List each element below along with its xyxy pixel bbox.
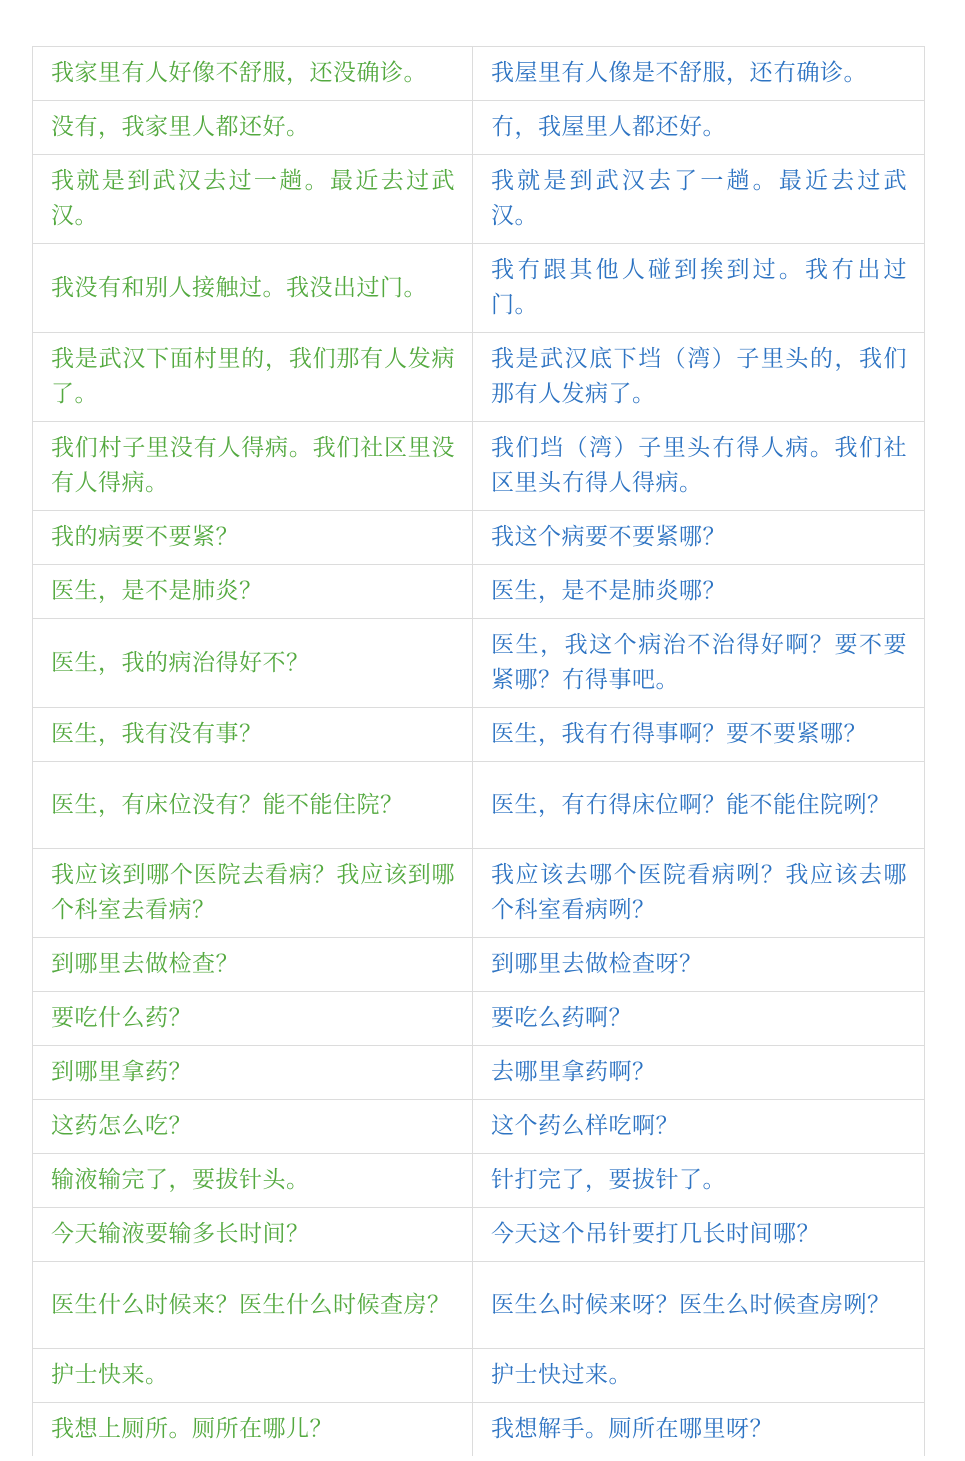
mandarin-phrase-cell: 我的病要不要紧？: [33, 511, 473, 565]
mandarin-phrase-cell: 护士快来。: [33, 1349, 473, 1403]
dialect-phrase-cell: 医生，我有冇得事啊？要不要紧哪？: [473, 708, 925, 762]
dialect-phrase-cell: 到哪里去做检查呀？: [473, 938, 925, 992]
table-row: [33, 155, 925, 244]
dialect-phrase-cell: 这个药么样吃啊？: [473, 1100, 925, 1154]
mandarin-phrase-cell: 要吃什么药？: [33, 992, 473, 1046]
mandarin-phrase-cell: 医生，我的病治得好不？: [33, 619, 473, 708]
table-row: [33, 101, 925, 155]
dialect-phrase-cell: 针打完了，要拔针了。: [473, 1154, 925, 1208]
dialect-phrase-cell: 去哪里拿药啊？: [473, 1046, 925, 1100]
table-row: [33, 1046, 925, 1100]
table-row: [33, 1154, 925, 1208]
mandarin-phrase-cell: 医生什么时候来？医生什么时候查房？: [33, 1262, 473, 1349]
mandarin-phrase-cell: 输液输完了，要拔针头。: [33, 1154, 473, 1208]
mandarin-phrase-cell: 到哪里拿药？: [33, 1046, 473, 1100]
dialect-phrase-cell: 医生，我这个病治不治得好啊？要不要紧哪？冇得事吧。: [473, 619, 925, 708]
table-row: [33, 511, 925, 565]
dialect-phrase-cell: 我就是到武汉去了一趟。最近去过武汉。: [473, 155, 925, 244]
mandarin-phrase-cell: 我没有和别人接触过。我没出过门。: [33, 244, 473, 333]
phrase-table-container: [32, 46, 924, 1442]
mandarin-phrase-cell: 医生，是不是肺炎？: [33, 565, 473, 619]
phrase-table: [32, 46, 925, 1456]
dialect-phrase-cell: 我冇跟其他人碰到挨到过。我冇出过门。: [473, 244, 925, 333]
dialect-phrase-cell: 医生，有冇得床位啊？能不能住院咧？: [473, 762, 925, 849]
mandarin-phrase-cell: 这药怎么吃？: [33, 1100, 473, 1154]
dialect-phrase-cell: 我这个病要不要紧哪？: [473, 511, 925, 565]
table-row: [33, 565, 925, 619]
mandarin-phrase-cell: 医生，我有没有事？: [33, 708, 473, 762]
mandarin-phrase-cell: 今天输液要输多长时间？: [33, 1208, 473, 1262]
dialect-phrase-cell: 我是武汉底下垱（湾）子里头的，我们那有人发病了。: [473, 333, 925, 422]
dialect-phrase-cell: 我们垱（湾）子里头冇得人病。我们社区里头冇得人得病。: [473, 422, 925, 511]
dialect-phrase-cell: 医生么时候来呀？医生么时候查房咧？: [473, 1262, 925, 1349]
phrase-table-body: [33, 47, 925, 1457]
table-row: [33, 619, 925, 708]
table-row: [33, 422, 925, 511]
mandarin-phrase-cell: 到哪里去做检查？: [33, 938, 473, 992]
table-row: [33, 708, 925, 762]
table-row: [33, 849, 925, 938]
table-row: [33, 762, 925, 849]
dialect-phrase-cell: 我屋里有人像是不舒服，还冇确诊。: [473, 47, 925, 101]
table-row: [33, 1262, 925, 1349]
table-row: [33, 992, 925, 1046]
dialect-phrase-cell: 要吃么药啊？: [473, 992, 925, 1046]
mandarin-phrase-cell: 我们村子里没有人得病。我们社区里没有人得病。: [33, 422, 473, 511]
dialect-phrase-cell: 冇，我屋里人都还好。: [473, 101, 925, 155]
table-row: [33, 1100, 925, 1154]
dialect-phrase-cell: 护士快过来。: [473, 1349, 925, 1403]
table-row: [33, 938, 925, 992]
dialect-phrase-cell: 我应该去哪个医院看病咧？我应该去哪个科室看病咧？: [473, 849, 925, 938]
dialect-phrase-cell: 今天这个吊针要打几长时间哪？: [473, 1208, 925, 1262]
mandarin-phrase-cell: 我家里有人好像不舒服，还没确诊。: [33, 47, 473, 101]
mandarin-phrase-cell: 医生，有床位没有？能不能住院？: [33, 762, 473, 849]
table-row: [33, 1403, 925, 1457]
mandarin-phrase-cell: 我应该到哪个医院去看病？我应该到哪个科室去看病？: [33, 849, 473, 938]
mandarin-phrase-cell: 我就是到武汉去过一趟。最近去过武汉。: [33, 155, 473, 244]
table-row: [33, 1349, 925, 1403]
dialect-phrase-cell: 我想解手。厕所在哪里呀？: [473, 1403, 925, 1457]
table-row: [33, 333, 925, 422]
mandarin-phrase-cell: 没有，我家里人都还好。: [33, 101, 473, 155]
mandarin-phrase-cell: 我想上厕所。厕所在哪儿？: [33, 1403, 473, 1457]
table-row: [33, 47, 925, 101]
dialect-phrase-cell: 医生，是不是肺炎哪？: [473, 565, 925, 619]
table-row: [33, 244, 925, 333]
mandarin-phrase-cell: 我是武汉下面村里的，我们那有人发病了。: [33, 333, 473, 422]
table-row: [33, 1208, 925, 1262]
